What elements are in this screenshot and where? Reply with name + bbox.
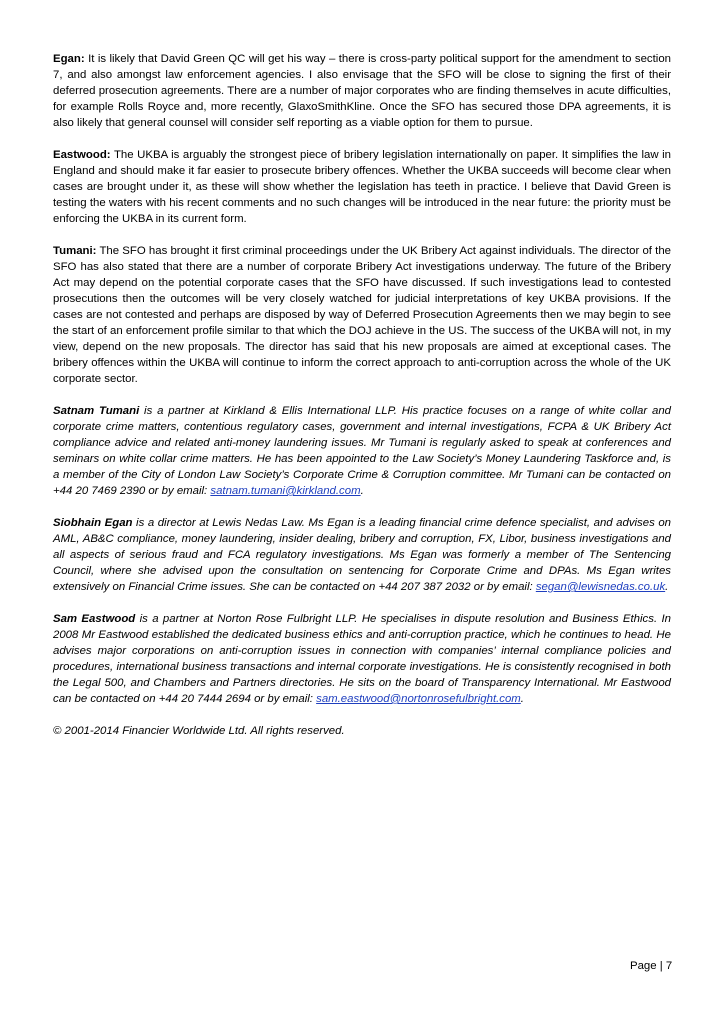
answer-text: It is likely that David Green QC will get his way – there is cross-party political support for the amendment to section 7, and also amongst law enforcement agencies. I also envisage that the SFO will be close to signing the first of their deferred prosecution agreements. There are a number of major corporates who are finding themselves in acute difficulties, for example Rolls Royce and, more recently, GlaxoSmithKline. Once the SFO has secured those DPA agreements, it is also likely that general counsel will consider self reporting as a viable option for them to pursue. [53, 53, 671, 129]
bio-name: Siobhain Egan [53, 517, 133, 529]
bio-end: . [665, 581, 669, 593]
bio-sam-eastwood [53, 611, 671, 707]
answer-text: The SFO has brought it first criminal proceedings under the UK Bribery Act against individuals. The director of the SFO has also stated that there are a number of corporate Bribery Act investigations underway. The future of the Bribery Act may depend on the potential corporate cases that the SFO have discussed. If such investigations lead to contested prosecutions then the outcomes will be very closely watched for judicial interpretations of key UKBA provisions. If the cases are not contested and perhaps are disposed by way of Deferred Prosecution Agreements then we may begin to see the start of an enforcement profile similar to that which the DOJ achieve in the US. The success of the UKBA will not, in my view, depend on the new proposals. The director has said that his new proposals are aimed at exceptional cases. The bribery offences within the UKBA will continue to inform the correct approach to anti-corruption across the whole of the UK corporate sector. [53, 245, 671, 385]
bio-text: is a partner at Kirkland & Ellis International LLP. His practice focuses on a range of white collar and corporate crime matters, contentious regulatory cases, government and internal investigations, FCPA & UK Bribery Act compliance advice and related anti-money laundering issues. Mr Tumani is regularly asked to speak at conferences and seminars on white collar crime matters. He has been appointed to the Law Society’s Money Laundering Taskforce and, is a member of the City of London Law Society’s Corporate Crime & Corruption committee. Mr Tumani can be contacted on +44 20 7469 2390 or by email: [53, 405, 671, 497]
email-link[interactable]: sam.eastwood@nortonrosefulbright.com [316, 693, 521, 705]
answer-paragraph-egan [53, 51, 671, 131]
bio-satnam-tumani [53, 403, 671, 499]
bio-name: Satnam Tumani [53, 405, 140, 417]
bio-end: . [520, 693, 524, 705]
speaker-name: Eastwood: [53, 149, 111, 161]
bio-text: is a director at Lewis Nedas Law. Ms Egan is a leading financial crime defence specialist, and advises on AML, AB&C compliance, money laundering, insider dealing, bribery and corruption, FX, Libor, business investigations and all aspects of serious fraud and FCA regulatory investigations. Ms Egan was formerly a member of The Sentencing Council, where she advised upon the consultation on sentencing for Corporate Crime and DPAs. Ms Egan writes extensively on Financial Crime issues. She can be contacted on +44 207 387 2032 or by email: [53, 517, 671, 593]
bio-name: Sam Eastwood [53, 613, 136, 625]
email-link[interactable]: satnam.tumani@kirkland.com [210, 485, 361, 497]
email-link[interactable]: segan@lewisnedas.co.uk [535, 581, 666, 593]
speaker-name: Tumani: [53, 245, 97, 257]
document-body [53, 51, 671, 739]
answer-paragraph-eastwood [53, 147, 671, 227]
speaker-name: Egan: [53, 53, 85, 65]
answer-text: The UKBA is arguably the strongest piece of bribery legislation internationally on paper. It simplifies the law in England and should make it far easier to prosecute bribery offences. Whether the UKBA succeeds will become clear when cases are brought under it, as these will show whether the legislation has teeth in practice. I believe that David Green is testing the waters with his recent comments and no such changes will be introduced in the near future: the priority must be enforcing the UKBA in its current form. [53, 149, 671, 225]
answer-paragraph-tumani [53, 243, 671, 387]
copyright-notice: © 2001-2014 Financier Worldwide Ltd. All rights reserved. [53, 725, 345, 737]
bio-end: . [360, 485, 364, 497]
page-number: Page | 7 [630, 960, 673, 972]
bio-text: is a partner at Norton Rose Fulbright LLP. He specialises in dispute resolution and Business Ethics. In 2008 Mr Eastwood established the dedicated business ethics and anti-corruption practice, which he continues to head. He advises major corporations on anti-corruption issues in connection with companies’ internal compliance policies and procedures, international business transactions and internal corporate investigations. He is consistently recognised in both the Legal 500, and Chambers and Partners directories. He sits on the board of Transparency International. Mr Eastwood can be contacted on +44 20 7444 2694 or by email: [53, 613, 671, 705]
bio-siobhain-egan [53, 515, 671, 595]
